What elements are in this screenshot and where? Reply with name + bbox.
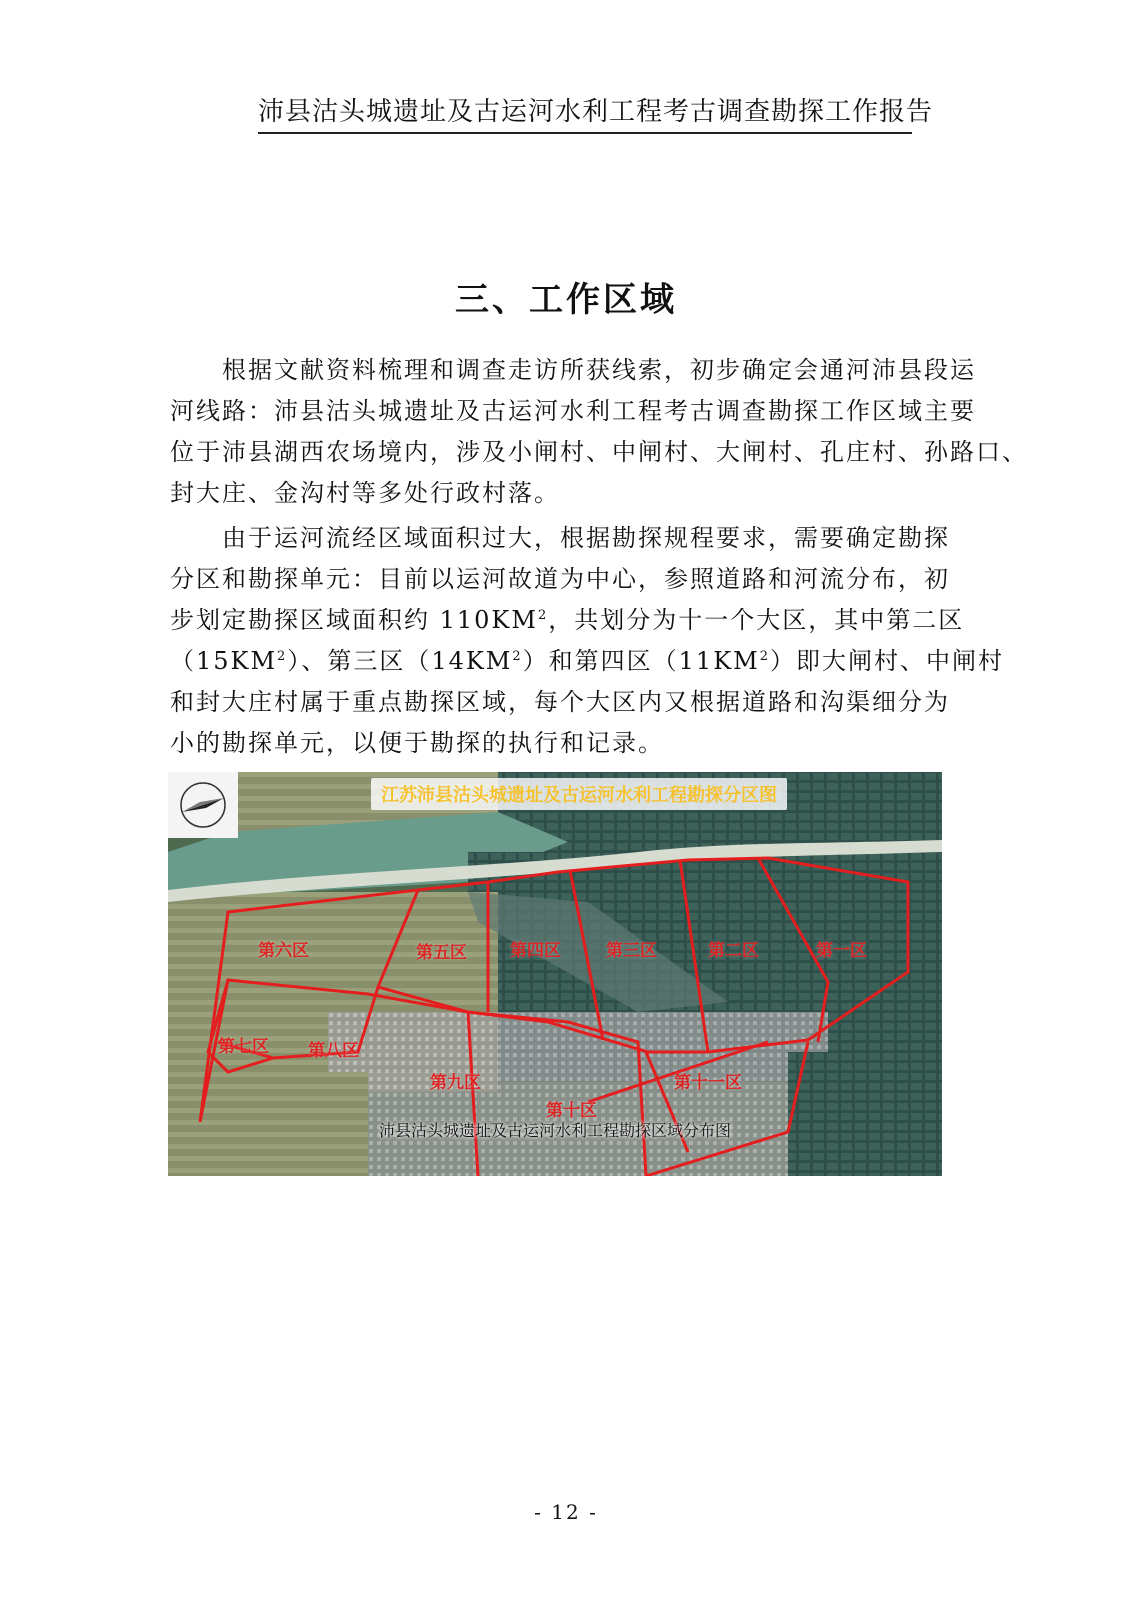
zone-label-11: 第十一区: [674, 1073, 742, 1093]
zone-label-1: 第一区: [816, 941, 867, 961]
zone-label-4: 第四区: [510, 941, 561, 961]
paragraph-line: 分区和勘探单元：目前以运河故道为中心，参照道路和河流分布，初: [170, 565, 950, 593]
text-run: （15KM: [170, 647, 278, 675]
zone-label-10: 第十区: [546, 1101, 597, 1121]
superscript: 2: [759, 649, 770, 664]
paragraph-line: 小的勘探单元，以便于勘探的执行和记录。: [170, 729, 664, 757]
paragraph-line: [170, 641, 1004, 682]
paragraph-2: [170, 518, 1004, 764]
chapter-title: 三、工作区域: [455, 280, 677, 320]
compass-icon: [168, 772, 238, 838]
zone-label-3: 第三区: [606, 941, 657, 961]
text-run: ）即大闸村、中闸村: [769, 647, 1004, 675]
paragraph-line: 根据文献资料梳理和调查走访所获线索，初步确定会通河沛县段运: [222, 356, 976, 384]
text-run: 步划定勘探区域面积约 110KM: [170, 606, 538, 634]
paragraph-line: 和封大庄村属于重点勘探区域，每个大区内又根据道路和沟渠细分为: [170, 688, 950, 716]
map-title: 江苏沛县沽头城遗址及古运河水利工程勘探分区图: [371, 778, 787, 810]
paragraph-line: 封大庄、金沟村等多处行政村落。: [170, 479, 560, 507]
paragraph-line: 河线路：沛县沽头城遗址及古运河水利工程考古调查勘探工作区域主要: [170, 397, 976, 425]
text-run: ，共划分为十一个大区，其中第二区: [548, 606, 965, 634]
zone-label-8: 第八区: [308, 1041, 359, 1061]
zone-label-6: 第六区: [258, 941, 309, 961]
text-run: ）和第四区（11KM: [522, 647, 760, 675]
survey-zone-map: [168, 772, 942, 1176]
zone-label-5: 第五区: [416, 943, 467, 963]
paragraph-line: [170, 600, 970, 641]
superscript: 2: [537, 608, 549, 623]
paragraph-1: [170, 350, 1028, 514]
running-header: 沛县沽头城遗址及古运河水利工程考古调查勘探工作报告: [258, 94, 912, 134]
paragraph-line: 位于沛县湖西农场境内，涉及小闸村、中闸村、大闸村、孔庄村、孙路口、: [170, 438, 1028, 466]
zone-label-7: 第七区: [218, 1037, 269, 1057]
page-number: - 12 -: [534, 1500, 598, 1524]
superscript: 2: [277, 649, 288, 664]
zone-label-9: 第九区: [430, 1073, 481, 1093]
superscript: 2: [512, 649, 523, 664]
zone-label-2: 第二区: [708, 941, 759, 961]
map-caption: 沛县沽头城遗址及古运河水利工程勘探区域分布图: [378, 1121, 731, 1140]
paragraph-line: 由于运河流经区域面积过大，根据勘探规程要求，需要确定勘探: [222, 524, 950, 552]
text-run: ）、第三区（14KM: [287, 647, 513, 675]
